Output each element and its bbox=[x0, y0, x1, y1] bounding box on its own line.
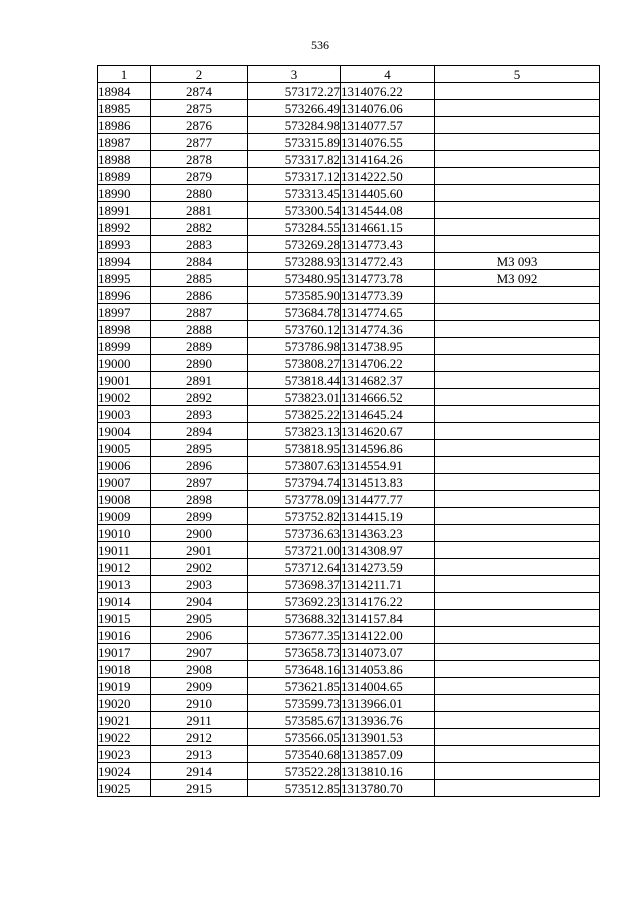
table-row bbox=[98, 423, 600, 440]
row-id-cell: 18987 bbox=[98, 134, 151, 151]
point-number-cell: 2896 bbox=[151, 457, 248, 474]
x-coordinate-cell: 573269.28 bbox=[248, 236, 341, 253]
x-coordinate-cell: 573566.05 bbox=[248, 729, 341, 746]
row-id-cell: 19021 bbox=[98, 712, 151, 729]
row-id-cell: 19003 bbox=[98, 406, 151, 423]
table-row bbox=[98, 763, 600, 780]
x-coordinate-cell: 573825.22 bbox=[248, 406, 341, 423]
note-cell bbox=[435, 168, 600, 185]
point-number-cell: 2904 bbox=[151, 593, 248, 610]
page-number: 536 bbox=[311, 38, 329, 52]
row-id-cell: 19000 bbox=[98, 355, 151, 372]
y-coordinate-cell: 1314004.65 bbox=[341, 678, 435, 695]
point-number-cell: 2879 bbox=[151, 168, 248, 185]
note-cell: МЗ 092 bbox=[435, 270, 600, 287]
table-row bbox=[98, 491, 600, 508]
table-row bbox=[98, 219, 600, 236]
row-id-cell: 19012 bbox=[98, 559, 151, 576]
x-coordinate-cell: 573621.85 bbox=[248, 678, 341, 695]
note-cell bbox=[435, 219, 600, 236]
note-cell bbox=[435, 712, 600, 729]
x-coordinate-cell: 573818.95 bbox=[248, 440, 341, 457]
table-row bbox=[98, 627, 600, 644]
x-coordinate-cell: 573760.12 bbox=[248, 321, 341, 338]
note-cell bbox=[435, 627, 600, 644]
note-cell bbox=[435, 644, 600, 661]
note-cell bbox=[435, 491, 600, 508]
table-header-row bbox=[98, 66, 600, 83]
y-coordinate-cell: 1314706.22 bbox=[341, 355, 435, 372]
table-row bbox=[98, 236, 600, 253]
note-cell bbox=[435, 678, 600, 695]
point-number-cell: 2907 bbox=[151, 644, 248, 661]
point-number-cell: 2903 bbox=[151, 576, 248, 593]
x-coordinate-cell: 573721.00 bbox=[248, 542, 341, 559]
note-cell bbox=[435, 559, 600, 576]
y-coordinate-cell: 1314544.08 bbox=[341, 202, 435, 219]
y-coordinate-cell: 1314363.23 bbox=[341, 525, 435, 542]
point-number-cell: 2893 bbox=[151, 406, 248, 423]
x-coordinate-cell: 573172.27 bbox=[248, 83, 341, 100]
row-id-cell: 19022 bbox=[98, 729, 151, 746]
row-id-cell: 19019 bbox=[98, 678, 151, 695]
x-coordinate-cell: 573585.90 bbox=[248, 287, 341, 304]
point-number-cell: 2887 bbox=[151, 304, 248, 321]
note-cell bbox=[435, 763, 600, 780]
row-id-cell: 18997 bbox=[98, 304, 151, 321]
point-number-cell: 2885 bbox=[151, 270, 248, 287]
row-id-cell: 18998 bbox=[98, 321, 151, 338]
note-cell bbox=[435, 457, 600, 474]
note-cell bbox=[435, 151, 600, 168]
x-coordinate-cell: 573480.95 bbox=[248, 270, 341, 287]
table-row bbox=[98, 253, 600, 270]
note-cell bbox=[435, 185, 600, 202]
y-coordinate-cell: 1314645.24 bbox=[341, 406, 435, 423]
y-coordinate-cell: 1314477.77 bbox=[341, 491, 435, 508]
row-id-cell: 18986 bbox=[98, 117, 151, 134]
note-cell bbox=[435, 321, 600, 338]
x-coordinate-cell: 573512.85 bbox=[248, 780, 341, 797]
y-coordinate-cell: 1313810.16 bbox=[341, 763, 435, 780]
y-coordinate-cell: 1314073.07 bbox=[341, 644, 435, 661]
x-coordinate-cell: 573684.78 bbox=[248, 304, 341, 321]
point-number-cell: 2895 bbox=[151, 440, 248, 457]
row-id-cell: 18985 bbox=[98, 100, 151, 117]
y-coordinate-cell: 1313966.01 bbox=[341, 695, 435, 712]
table-row bbox=[98, 202, 600, 219]
table-row bbox=[98, 610, 600, 627]
row-id-cell: 19013 bbox=[98, 576, 151, 593]
row-id-cell: 19007 bbox=[98, 474, 151, 491]
x-coordinate-cell: 573736.63 bbox=[248, 525, 341, 542]
note-cell bbox=[435, 117, 600, 134]
column-header: 5 bbox=[435, 66, 600, 83]
note-cell: МЗ 093 bbox=[435, 253, 600, 270]
y-coordinate-cell: 1314774.36 bbox=[341, 321, 435, 338]
table-row bbox=[98, 508, 600, 525]
row-id-cell: 19001 bbox=[98, 372, 151, 389]
y-coordinate-cell: 1314772.43 bbox=[341, 253, 435, 270]
note-cell bbox=[435, 202, 600, 219]
note-cell bbox=[435, 508, 600, 525]
y-coordinate-cell: 1314077.57 bbox=[341, 117, 435, 134]
point-number-cell: 2897 bbox=[151, 474, 248, 491]
table-row bbox=[98, 406, 600, 423]
x-coordinate-cell: 573692.23 bbox=[248, 593, 341, 610]
row-id-cell: 19018 bbox=[98, 661, 151, 678]
row-id-cell: 18992 bbox=[98, 219, 151, 236]
y-coordinate-cell: 1314273.59 bbox=[341, 559, 435, 576]
x-coordinate-cell: 573712.64 bbox=[248, 559, 341, 576]
table-row bbox=[98, 389, 600, 406]
point-number-cell: 2915 bbox=[151, 780, 248, 797]
row-id-cell: 18999 bbox=[98, 338, 151, 355]
y-coordinate-cell: 1314053.86 bbox=[341, 661, 435, 678]
row-id-cell: 19004 bbox=[98, 423, 151, 440]
x-coordinate-cell: 573648.16 bbox=[248, 661, 341, 678]
y-coordinate-cell: 1314076.55 bbox=[341, 134, 435, 151]
y-coordinate-cell: 1314222.50 bbox=[341, 168, 435, 185]
y-coordinate-cell: 1314682.37 bbox=[341, 372, 435, 389]
y-coordinate-cell: 1314773.78 bbox=[341, 270, 435, 287]
point-number-cell: 2894 bbox=[151, 423, 248, 440]
point-number-cell: 2901 bbox=[151, 542, 248, 559]
table-row bbox=[98, 100, 600, 117]
row-id-cell: 18996 bbox=[98, 287, 151, 304]
note-cell bbox=[435, 440, 600, 457]
table-row bbox=[98, 542, 600, 559]
row-id-cell: 19024 bbox=[98, 763, 151, 780]
row-id-cell: 19008 bbox=[98, 491, 151, 508]
note-cell bbox=[435, 610, 600, 627]
row-id-cell: 19005 bbox=[98, 440, 151, 457]
point-number-cell: 2886 bbox=[151, 287, 248, 304]
table-row bbox=[98, 168, 600, 185]
x-coordinate-cell: 573823.01 bbox=[248, 389, 341, 406]
x-coordinate-cell: 573808.27 bbox=[248, 355, 341, 372]
note-cell bbox=[435, 593, 600, 610]
x-coordinate-cell: 573599.73 bbox=[248, 695, 341, 712]
y-coordinate-cell: 1314773.43 bbox=[341, 236, 435, 253]
point-number-cell: 2892 bbox=[151, 389, 248, 406]
column-header: 4 bbox=[341, 66, 435, 83]
x-coordinate-cell: 573284.55 bbox=[248, 219, 341, 236]
row-id-cell: 19023 bbox=[98, 746, 151, 763]
point-number-cell: 2906 bbox=[151, 627, 248, 644]
y-coordinate-cell: 1314513.83 bbox=[341, 474, 435, 491]
table-row bbox=[98, 83, 600, 100]
x-coordinate-cell: 573315.89 bbox=[248, 134, 341, 151]
table-row bbox=[98, 746, 600, 763]
table-row bbox=[98, 712, 600, 729]
note-cell bbox=[435, 746, 600, 763]
row-id-cell: 19025 bbox=[98, 780, 151, 797]
row-id-cell: 18984 bbox=[98, 83, 151, 100]
point-number-cell: 2899 bbox=[151, 508, 248, 525]
y-coordinate-cell: 1314774.65 bbox=[341, 304, 435, 321]
x-coordinate-cell: 573688.32 bbox=[248, 610, 341, 627]
y-coordinate-cell: 1314661.15 bbox=[341, 219, 435, 236]
x-coordinate-cell: 573658.73 bbox=[248, 644, 341, 661]
x-coordinate-cell: 573794.74 bbox=[248, 474, 341, 491]
row-id-cell: 19015 bbox=[98, 610, 151, 627]
column-header: 2 bbox=[151, 66, 248, 83]
table-row bbox=[98, 576, 600, 593]
point-number-cell: 2877 bbox=[151, 134, 248, 151]
y-coordinate-cell: 1314773.39 bbox=[341, 287, 435, 304]
row-id-cell: 19016 bbox=[98, 627, 151, 644]
note-cell bbox=[435, 695, 600, 712]
row-id-cell: 18994 bbox=[98, 253, 151, 270]
table-row bbox=[98, 695, 600, 712]
table-row bbox=[98, 338, 600, 355]
y-coordinate-cell: 1314620.67 bbox=[341, 423, 435, 440]
point-number-cell: 2890 bbox=[151, 355, 248, 372]
y-coordinate-cell: 1314176.22 bbox=[341, 593, 435, 610]
y-coordinate-cell: 1314157.84 bbox=[341, 610, 435, 627]
table-row bbox=[98, 525, 600, 542]
note-cell bbox=[435, 780, 600, 797]
table-row bbox=[98, 321, 600, 338]
note-cell bbox=[435, 542, 600, 559]
point-number-cell: 2898 bbox=[151, 491, 248, 508]
row-id-cell: 18988 bbox=[98, 151, 151, 168]
y-coordinate-cell: 1314738.95 bbox=[341, 338, 435, 355]
row-id-cell: 18990 bbox=[98, 185, 151, 202]
note-cell bbox=[435, 100, 600, 117]
y-coordinate-cell: 1313857.09 bbox=[341, 746, 435, 763]
x-coordinate-cell: 573288.93 bbox=[248, 253, 341, 270]
x-coordinate-cell: 573585.67 bbox=[248, 712, 341, 729]
x-coordinate-cell: 573266.49 bbox=[248, 100, 341, 117]
row-id-cell: 18993 bbox=[98, 236, 151, 253]
point-number-cell: 2900 bbox=[151, 525, 248, 542]
point-number-cell: 2880 bbox=[151, 185, 248, 202]
y-coordinate-cell: 1314122.00 bbox=[341, 627, 435, 644]
table-row bbox=[98, 270, 600, 287]
y-coordinate-cell: 1313901.53 bbox=[341, 729, 435, 746]
row-id-cell: 19020 bbox=[98, 695, 151, 712]
row-id-cell: 18995 bbox=[98, 270, 151, 287]
row-id-cell: 19014 bbox=[98, 593, 151, 610]
y-coordinate-cell: 1314211.71 bbox=[341, 576, 435, 593]
note-cell bbox=[435, 372, 600, 389]
point-number-cell: 2891 bbox=[151, 372, 248, 389]
note-cell bbox=[435, 576, 600, 593]
y-coordinate-cell: 1314164.26 bbox=[341, 151, 435, 168]
column-header: 3 bbox=[248, 66, 341, 83]
y-coordinate-cell: 1314554.91 bbox=[341, 457, 435, 474]
x-coordinate-cell: 573540.68 bbox=[248, 746, 341, 763]
point-number-cell: 2905 bbox=[151, 610, 248, 627]
point-number-cell: 2882 bbox=[151, 219, 248, 236]
y-coordinate-cell: 1314308.97 bbox=[341, 542, 435, 559]
note-cell bbox=[435, 83, 600, 100]
row-id-cell: 19011 bbox=[98, 542, 151, 559]
note-cell bbox=[435, 729, 600, 746]
note-cell bbox=[435, 338, 600, 355]
table-row bbox=[98, 678, 600, 695]
y-coordinate-cell: 1314405.60 bbox=[341, 185, 435, 202]
table-row bbox=[98, 593, 600, 610]
x-coordinate-cell: 573786.98 bbox=[248, 338, 341, 355]
table-row bbox=[98, 457, 600, 474]
y-coordinate-cell: 1314596.86 bbox=[341, 440, 435, 457]
note-cell bbox=[435, 287, 600, 304]
table-body bbox=[98, 83, 600, 797]
x-coordinate-cell: 573823.13 bbox=[248, 423, 341, 440]
point-number-cell: 2876 bbox=[151, 117, 248, 134]
y-coordinate-cell: 1314666.52 bbox=[341, 389, 435, 406]
table-row bbox=[98, 151, 600, 168]
coordinates-table bbox=[97, 65, 600, 797]
x-coordinate-cell: 573677.35 bbox=[248, 627, 341, 644]
table-row bbox=[98, 729, 600, 746]
row-id-cell: 18991 bbox=[98, 202, 151, 219]
point-number-cell: 2902 bbox=[151, 559, 248, 576]
table-row bbox=[98, 780, 600, 797]
point-number-cell: 2912 bbox=[151, 729, 248, 746]
point-number-cell: 2913 bbox=[151, 746, 248, 763]
table-row bbox=[98, 134, 600, 151]
y-coordinate-cell: 1314076.22 bbox=[341, 83, 435, 100]
x-coordinate-cell: 573522.28 bbox=[248, 763, 341, 780]
note-cell bbox=[435, 236, 600, 253]
row-id-cell: 19009 bbox=[98, 508, 151, 525]
x-coordinate-cell: 573317.82 bbox=[248, 151, 341, 168]
note-cell bbox=[435, 355, 600, 372]
row-id-cell: 19006 bbox=[98, 457, 151, 474]
x-coordinate-cell: 573807.63 bbox=[248, 457, 341, 474]
x-coordinate-cell: 573300.54 bbox=[248, 202, 341, 219]
point-number-cell: 2881 bbox=[151, 202, 248, 219]
x-coordinate-cell: 573752.82 bbox=[248, 508, 341, 525]
table-row bbox=[98, 355, 600, 372]
y-coordinate-cell: 1313936.76 bbox=[341, 712, 435, 729]
table-row bbox=[98, 185, 600, 202]
table-row bbox=[98, 559, 600, 576]
note-cell bbox=[435, 134, 600, 151]
point-number-cell: 2910 bbox=[151, 695, 248, 712]
point-number-cell: 2914 bbox=[151, 763, 248, 780]
note-cell bbox=[435, 525, 600, 542]
table-row bbox=[98, 474, 600, 491]
table-row bbox=[98, 287, 600, 304]
table-row bbox=[98, 661, 600, 678]
point-number-cell: 2909 bbox=[151, 678, 248, 695]
table-row bbox=[98, 644, 600, 661]
row-id-cell: 19010 bbox=[98, 525, 151, 542]
point-number-cell: 2875 bbox=[151, 100, 248, 117]
point-number-cell: 2911 bbox=[151, 712, 248, 729]
row-id-cell: 19017 bbox=[98, 644, 151, 661]
column-header: 1 bbox=[98, 66, 151, 83]
note-cell bbox=[435, 474, 600, 491]
y-coordinate-cell: 1314076.06 bbox=[341, 100, 435, 117]
y-coordinate-cell: 1314415.19 bbox=[341, 508, 435, 525]
note-cell bbox=[435, 389, 600, 406]
x-coordinate-cell: 573778.09 bbox=[248, 491, 341, 508]
table-row bbox=[98, 372, 600, 389]
note-cell bbox=[435, 304, 600, 321]
row-id-cell: 18989 bbox=[98, 168, 151, 185]
point-number-cell: 2878 bbox=[151, 151, 248, 168]
point-number-cell: 2908 bbox=[151, 661, 248, 678]
table-row bbox=[98, 117, 600, 134]
point-number-cell: 2883 bbox=[151, 236, 248, 253]
point-number-cell: 2874 bbox=[151, 83, 248, 100]
row-id-cell: 19002 bbox=[98, 389, 151, 406]
point-number-cell: 2889 bbox=[151, 338, 248, 355]
x-coordinate-cell: 573284.98 bbox=[248, 117, 341, 134]
x-coordinate-cell: 573317.12 bbox=[248, 168, 341, 185]
y-coordinate-cell: 1313780.70 bbox=[341, 780, 435, 797]
x-coordinate-cell: 573698.37 bbox=[248, 576, 341, 593]
point-number-cell: 2888 bbox=[151, 321, 248, 338]
point-number-cell: 2884 bbox=[151, 253, 248, 270]
table-row bbox=[98, 440, 600, 457]
note-cell bbox=[435, 661, 600, 678]
note-cell bbox=[435, 423, 600, 440]
note-cell bbox=[435, 406, 600, 423]
x-coordinate-cell: 573818.44 bbox=[248, 372, 341, 389]
x-coordinate-cell: 573313.45 bbox=[248, 185, 341, 202]
table-row bbox=[98, 304, 600, 321]
